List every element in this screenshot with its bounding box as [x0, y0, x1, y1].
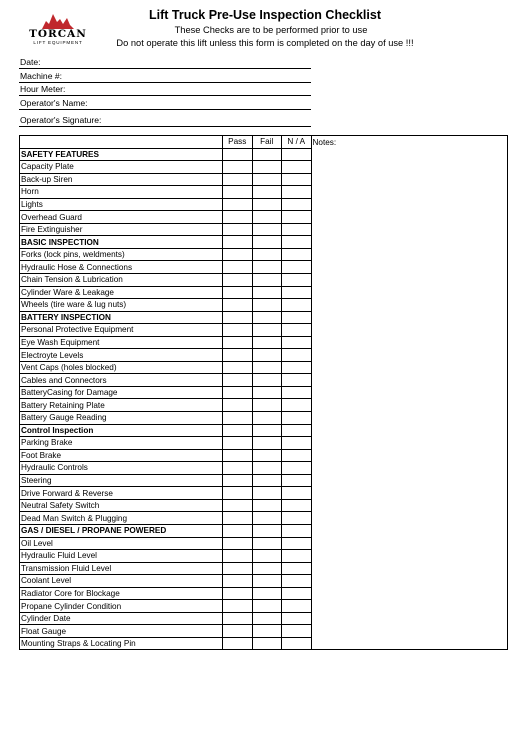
table-header-row: [20, 136, 508, 149]
pass-checkbox-cell[interactable]: [223, 211, 253, 224]
pass-checkbox-cell[interactable]: [223, 524, 253, 537]
na-checkbox-cell[interactable]: [282, 386, 312, 399]
section-title: Control Inspection: [20, 424, 223, 437]
item-label: Capacity Plate: [20, 161, 223, 174]
item-label: Overhead Guard: [20, 211, 223, 224]
date-field[interactable]: [19, 56, 311, 69]
item-label: BatteryCasing for Damage: [20, 386, 223, 399]
na-checkbox-cell[interactable]: [282, 361, 312, 374]
item-label: Horn: [20, 186, 223, 199]
fail-checkbox-cell[interactable]: [252, 462, 282, 475]
pass-checkbox-cell[interactable]: [223, 274, 253, 287]
na-checkbox-cell[interactable]: [282, 587, 312, 600]
na-checkbox-cell[interactable]: [282, 524, 312, 537]
na-checkbox-cell[interactable]: [282, 161, 312, 174]
logo-wordmark: TORCAN: [29, 28, 87, 40]
item-label: Parking Brake: [20, 437, 223, 450]
pass-checkbox-cell[interactable]: [223, 299, 253, 312]
fail-checkbox-cell[interactable]: [252, 223, 282, 236]
item-label: Float Gauge: [20, 625, 223, 638]
logo-tagline: LIFT EQUIPMENT: [33, 40, 83, 45]
na-checkbox-cell[interactable]: [282, 637, 312, 650]
section-title: SAFETY FEATURES: [20, 148, 223, 161]
pass-checkbox-cell[interactable]: [223, 512, 253, 525]
item-label: Propane Cylinder Condition: [20, 600, 223, 613]
na-checkbox-cell[interactable]: [282, 248, 312, 261]
na-checkbox-cell[interactable]: [282, 324, 312, 337]
header-item-cell: [20, 136, 223, 149]
item-label: Vent Caps (holes blocked): [20, 361, 223, 374]
fail-checkbox-cell[interactable]: [252, 286, 282, 299]
pass-checkbox-cell[interactable]: [223, 474, 253, 487]
machine-number-label: Machine #:: [20, 70, 63, 81]
na-checkbox-cell[interactable]: [282, 148, 312, 161]
na-checkbox-cell[interactable]: [282, 512, 312, 525]
fail-checkbox-cell[interactable]: [252, 600, 282, 613]
na-checkbox-cell[interactable]: [282, 349, 312, 362]
na-checkbox-cell[interactable]: [282, 186, 312, 199]
item-label: Cables and Connectors: [20, 374, 223, 387]
pass-checkbox-cell[interactable]: [223, 286, 253, 299]
operator-signature-field[interactable]: [19, 114, 311, 127]
na-checkbox-cell[interactable]: [282, 424, 312, 437]
pass-checkbox-cell[interactable]: [223, 462, 253, 475]
fail-checkbox-cell[interactable]: [252, 173, 282, 186]
na-checkbox-cell[interactable]: [282, 612, 312, 625]
fail-checkbox-cell[interactable]: [252, 625, 282, 638]
na-checkbox-cell[interactable]: [282, 336, 312, 349]
na-checkbox-cell[interactable]: [282, 462, 312, 475]
pass-checkbox-cell[interactable]: [223, 587, 253, 600]
fail-checkbox-cell[interactable]: [252, 324, 282, 337]
pass-checkbox-cell[interactable]: [223, 499, 253, 512]
fail-checkbox-cell[interactable]: [252, 412, 282, 425]
pass-checkbox-cell[interactable]: [223, 336, 253, 349]
pass-checkbox-cell[interactable]: [223, 449, 253, 462]
fail-checkbox-cell[interactable]: [252, 211, 282, 224]
na-checkbox-cell[interactable]: [282, 299, 312, 312]
pass-checkbox-cell[interactable]: [223, 562, 253, 575]
item-label: Back-up Siren: [20, 173, 223, 186]
pass-checkbox-cell[interactable]: [223, 173, 253, 186]
hour-meter-field[interactable]: [19, 83, 311, 96]
pass-checkbox-cell[interactable]: [223, 236, 253, 249]
na-checkbox-cell[interactable]: [282, 198, 312, 211]
fail-checkbox-cell[interactable]: [252, 437, 282, 450]
item-label: Forks (lock pins, weldments): [20, 248, 223, 261]
item-label: Battery Retaining Plate: [20, 399, 223, 412]
fail-checkbox-cell[interactable]: [252, 399, 282, 412]
item-label: Electroyte Levels: [20, 349, 223, 362]
notes-column[interactable]: Notes:: [311, 136, 508, 650]
na-checkbox-cell[interactable]: [282, 211, 312, 224]
pass-checkbox-cell[interactable]: [223, 223, 253, 236]
item-label: Wheels (tire ware & lug nuts): [20, 299, 223, 312]
operator-name-field[interactable]: [19, 97, 311, 110]
fail-checkbox-cell[interactable]: [252, 186, 282, 199]
item-label: Hydraulic Fluid Level: [20, 550, 223, 563]
fail-checkbox-cell[interactable]: [252, 575, 282, 588]
item-label: Fire Extinguisher: [20, 223, 223, 236]
date-label: Date:: [20, 57, 41, 67]
pass-checkbox-cell[interactable]: [223, 186, 253, 199]
fail-checkbox-cell[interactable]: [252, 637, 282, 650]
header-na: N / A: [282, 136, 312, 149]
na-checkbox-cell[interactable]: [282, 575, 312, 588]
na-checkbox-cell[interactable]: [282, 550, 312, 563]
fail-checkbox-cell[interactable]: [252, 299, 282, 312]
pass-checkbox-cell[interactable]: [223, 324, 253, 337]
fail-checkbox-cell[interactable]: [252, 612, 282, 625]
na-checkbox-cell[interactable]: [282, 600, 312, 613]
fail-checkbox-cell[interactable]: [252, 261, 282, 274]
na-checkbox-cell[interactable]: [282, 274, 312, 287]
fail-checkbox-cell[interactable]: [252, 311, 282, 324]
pass-checkbox-cell[interactable]: [223, 399, 253, 412]
item-label: Neutral Safety Switch: [20, 499, 223, 512]
pass-checkbox-cell[interactable]: [223, 311, 253, 324]
section-title: GAS / DIESEL / PROPANE POWERED: [20, 524, 223, 537]
item-label: Foot Brake: [20, 449, 223, 462]
pass-checkbox-cell[interactable]: [223, 637, 253, 650]
pass-checkbox-cell[interactable]: [223, 261, 253, 274]
pass-checkbox-cell[interactable]: [223, 600, 253, 613]
na-checkbox-cell[interactable]: [282, 236, 312, 249]
na-checkbox-cell[interactable]: [282, 311, 312, 324]
fail-checkbox-cell[interactable]: [252, 161, 282, 174]
na-checkbox-cell[interactable]: [282, 412, 312, 425]
fail-checkbox-cell[interactable]: [252, 537, 282, 550]
na-checkbox-cell[interactable]: [282, 286, 312, 299]
item-label: Battery Gauge Reading: [20, 412, 223, 425]
na-checkbox-cell[interactable]: [282, 173, 312, 186]
fail-checkbox-cell[interactable]: [252, 424, 282, 437]
machine-number-field[interactable]: [19, 70, 311, 83]
pass-checkbox-cell[interactable]: [223, 424, 253, 437]
na-checkbox-cell[interactable]: [282, 562, 312, 575]
pass-checkbox-cell[interactable]: [223, 198, 253, 211]
item-label: Dead Man Switch & Plugging: [20, 512, 223, 525]
operator-signature-label: Operator's Signature:: [20, 115, 102, 125]
fail-checkbox-cell[interactable]: [252, 374, 282, 387]
section-title: BASIC INSPECTION: [20, 236, 223, 249]
fail-checkbox-cell[interactable]: [252, 487, 282, 500]
fail-checkbox-cell[interactable]: [252, 550, 282, 563]
item-label: Hydraulic Controls: [20, 462, 223, 475]
na-checkbox-cell[interactable]: [282, 374, 312, 387]
hour-meter-label: Hour Meter:: [20, 84, 66, 94]
fail-checkbox-cell[interactable]: [252, 349, 282, 362]
pass-checkbox-cell[interactable]: [223, 148, 253, 161]
pass-checkbox-cell[interactable]: [223, 575, 253, 588]
page-title: Lift Truck Pre-Use Inspection Checklist: [148, 8, 381, 22]
fail-checkbox-cell[interactable]: [252, 336, 282, 349]
item-label: Hydraulic Hose & Connections: [20, 261, 223, 274]
item-label: Eye Wash Equipment: [20, 336, 223, 349]
fail-checkbox-cell[interactable]: [252, 512, 282, 525]
fail-checkbox-cell[interactable]: [252, 562, 282, 575]
item-label: Chain Tension & Lubrication: [20, 274, 223, 287]
pass-checkbox-cell[interactable]: [223, 161, 253, 174]
item-label: Radiator Core for Blockage: [20, 587, 223, 600]
fail-checkbox-cell[interactable]: [252, 449, 282, 462]
fail-checkbox-cell[interactable]: [252, 386, 282, 399]
fail-checkbox-cell[interactable]: [252, 587, 282, 600]
fail-checkbox-cell[interactable]: [252, 248, 282, 261]
fail-checkbox-cell[interactable]: [252, 474, 282, 487]
item-label: Personal Protective Equipment: [20, 324, 223, 337]
na-checkbox-cell[interactable]: [282, 499, 312, 512]
item-label: Coolant Level: [20, 575, 223, 588]
pass-checkbox-cell[interactable]: [223, 412, 253, 425]
na-checkbox-cell[interactable]: [282, 487, 312, 500]
section-title: BATTERY INSPECTION: [20, 311, 223, 324]
na-checkbox-cell[interactable]: [282, 537, 312, 550]
na-checkbox-cell[interactable]: [282, 437, 312, 450]
fail-checkbox-cell[interactable]: [252, 198, 282, 211]
pass-checkbox-cell[interactable]: [223, 487, 253, 500]
na-checkbox-cell[interactable]: [282, 474, 312, 487]
item-label: Lights: [20, 198, 223, 211]
fail-checkbox-cell[interactable]: [252, 236, 282, 249]
subtitle-warning: Do not operate this lift unless this form is completed on the day of use !!!: [116, 38, 414, 48]
pass-checkbox-cell[interactable]: [223, 625, 253, 638]
na-checkbox-cell[interactable]: [282, 625, 312, 638]
fail-checkbox-cell[interactable]: [252, 499, 282, 512]
item-label: Transmission Fluid Level: [20, 562, 223, 575]
item-label: Cylinder Ware & Leakage: [20, 286, 223, 299]
item-label: Cylinder Date: [20, 612, 223, 625]
na-checkbox-cell[interactable]: [282, 399, 312, 412]
na-checkbox-cell[interactable]: [282, 261, 312, 274]
fail-checkbox-cell[interactable]: [252, 148, 282, 161]
subtitle-checks: These Checks are to be performed prior to use: [174, 25, 368, 35]
fail-checkbox-cell[interactable]: [252, 361, 282, 374]
pass-checkbox-cell[interactable]: [223, 361, 253, 374]
na-checkbox-cell[interactable]: [282, 449, 312, 462]
item-label: Drive Forward & Reverse: [20, 487, 223, 500]
operator-name-label: Operator's Name:: [20, 98, 88, 108]
na-checkbox-cell[interactable]: [282, 223, 312, 236]
fail-checkbox-cell[interactable]: [252, 274, 282, 287]
pass-checkbox-cell[interactable]: [223, 550, 253, 563]
pass-checkbox-cell[interactable]: [223, 437, 253, 450]
pass-checkbox-cell[interactable]: [223, 374, 253, 387]
pass-checkbox-cell[interactable]: [223, 386, 253, 399]
header-fail: Fail: [252, 136, 282, 149]
item-label: Mounting Straps & Locating Pin: [20, 637, 223, 650]
inspection-table: [19, 135, 508, 650]
pass-checkbox-cell[interactable]: [223, 537, 253, 550]
pass-checkbox-cell[interactable]: [223, 349, 253, 362]
header-pass: Pass: [223, 136, 253, 149]
fail-checkbox-cell[interactable]: [252, 524, 282, 537]
item-label: Steering: [20, 474, 223, 487]
pass-checkbox-cell[interactable]: [223, 612, 253, 625]
pass-checkbox-cell[interactable]: [223, 248, 253, 261]
item-label: Oil Level: [20, 537, 223, 550]
